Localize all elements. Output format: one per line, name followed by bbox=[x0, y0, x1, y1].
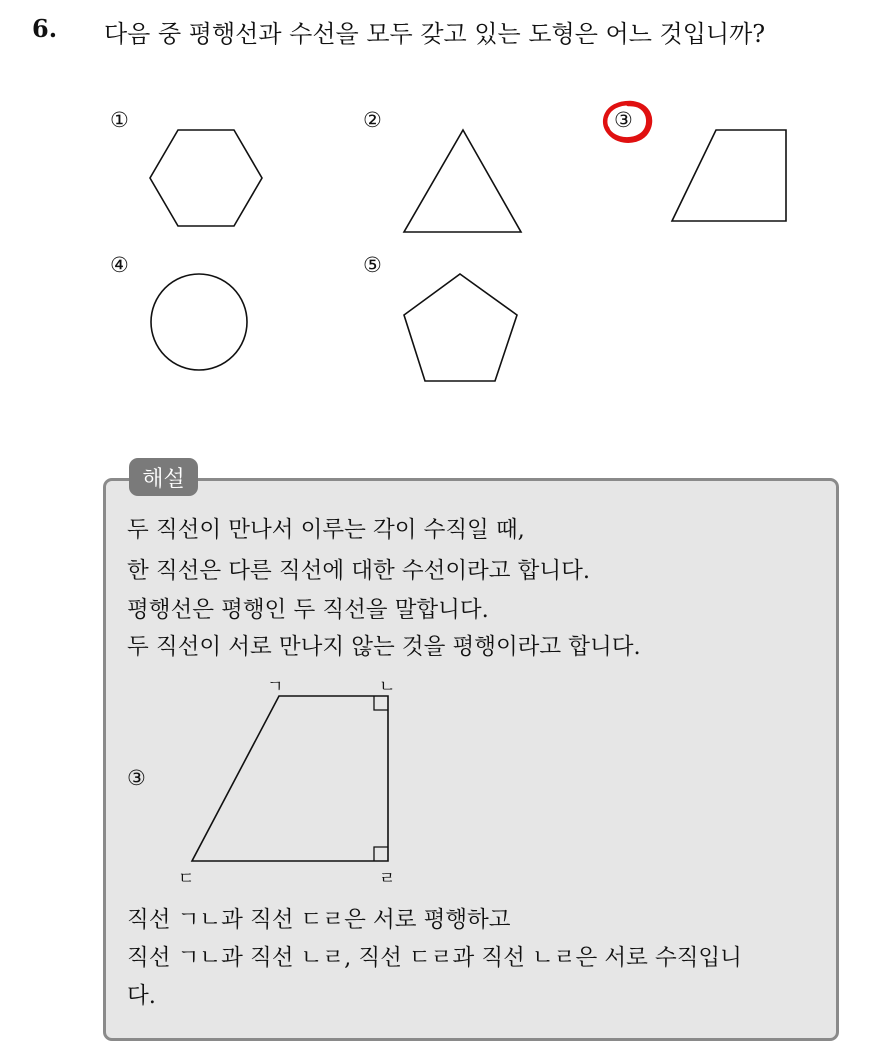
right-angle-mark-bottom bbox=[374, 847, 388, 861]
option-1-label[interactable]: ① bbox=[110, 108, 129, 132]
conclusion-line-3: 다. bbox=[127, 983, 156, 1009]
explanation-line-1: 두 직선이 만나서 이루는 각이 수직일 때, bbox=[127, 517, 525, 543]
option-4-label[interactable]: ④ bbox=[110, 253, 129, 277]
question-text: 다음 중 평행선과 수선을 모두 갖고 있는 도형은 어느 것입니까? bbox=[104, 20, 766, 48]
vertex-label-c: ㄷ bbox=[178, 869, 195, 889]
option-2-label[interactable]: ② bbox=[363, 108, 382, 132]
explanation-line-2: 한 직선은 다른 직선에 대한 수선이라고 합니다. bbox=[127, 558, 591, 584]
conclusion-line-1: 직선 ㄱㄴ과 직선 ㄷㄹ은 서로 평행하고 bbox=[127, 907, 511, 933]
explanation-line-4: 두 직선이 서로 만나지 않는 것을 평행이라고 합니다. bbox=[127, 634, 641, 660]
option-3-label[interactable]: ③ bbox=[614, 108, 633, 132]
option-5-label[interactable]: ⑤ bbox=[363, 253, 382, 277]
question-number: 6. bbox=[32, 14, 58, 43]
figure-label: ③ bbox=[127, 766, 146, 790]
vertex-label-d: ㄹ bbox=[379, 869, 396, 889]
explanation-tag: 해설 bbox=[129, 458, 198, 496]
right-angle-mark-top bbox=[374, 696, 388, 710]
vertex-label-b: ㄴ bbox=[379, 677, 396, 697]
trapezoid-figure bbox=[192, 696, 388, 861]
conclusion-line-2: 직선 ㄱㄴ과 직선 ㄴㄹ, 직선 ㄷㄹ과 직선 ㄴㄹ은 서로 수직입니 bbox=[127, 945, 742, 971]
explanation-line-3: 평행선은 평행인 두 직선을 말합니다. bbox=[127, 597, 489, 623]
vertex-label-a: ㄱ bbox=[267, 677, 284, 697]
